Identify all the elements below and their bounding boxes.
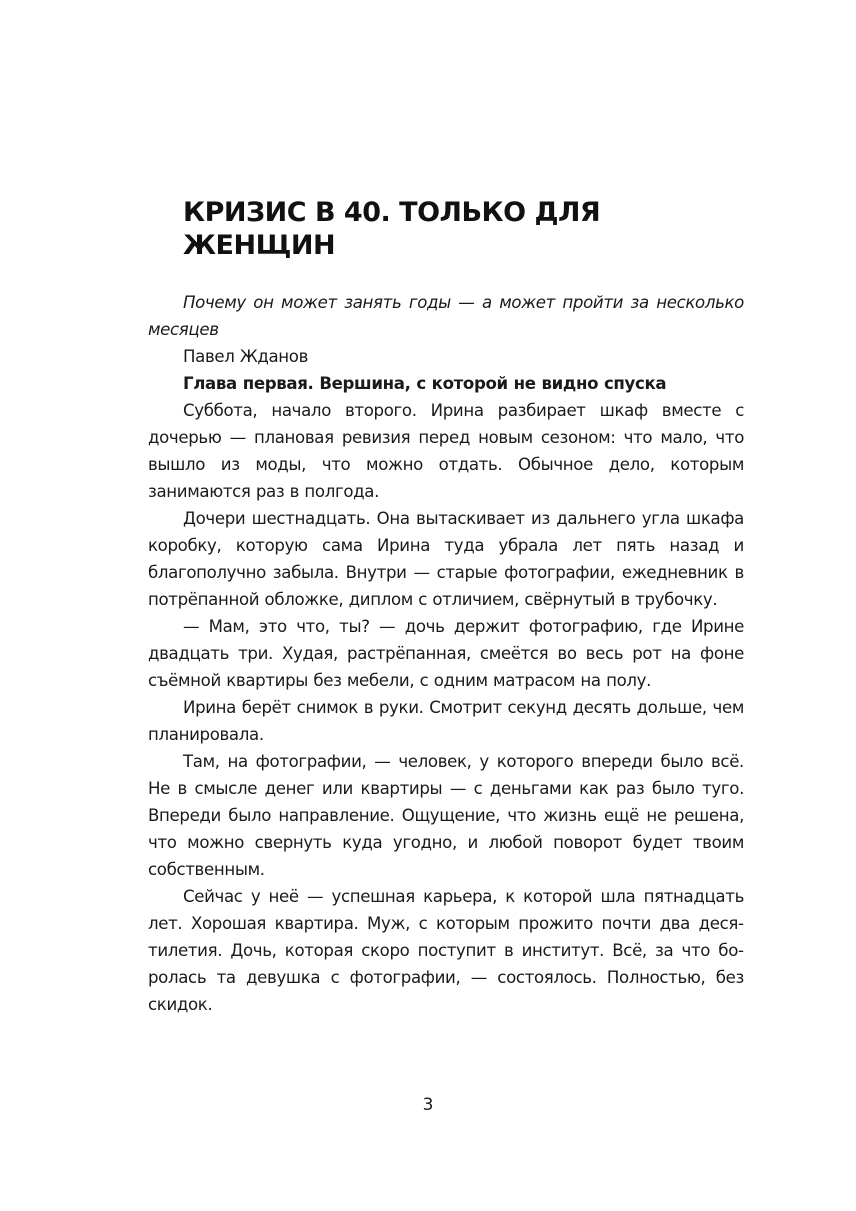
paragraph: — Мам, это что, ты? — дочь держит фотографию, где Ирине двадцать три. Худая, растрёпанная, смеётся во весь рот на фоне съёмной квартиры без мебели, с одним матрасом на полу. xyxy=(148,617,744,690)
book-title: КРИЗИС В 40. ТОЛЬКО ДЛЯ ЖЕНЩИН xyxy=(183,197,601,261)
page-body xyxy=(148,289,744,1018)
page-number: 3 xyxy=(422,1095,434,1115)
paragraph: Суббота, начало второго. Ирина разбирает шкаф вместе с дочерью — плановая ревизия перед новым сезоном: что мало, что вышло из моды, что можно отдать. Обычное дело, которым занимаются раз в полгода. xyxy=(148,401,744,501)
author-name: Павел Жданов xyxy=(183,347,309,366)
paragraph: Дочери шестнадцать. Она вытаскивает из дальнего угла шкафа коробку, которую сама Ирина туда убрала лет пять назад и благополучно забыла. Внутри — старые фотографии, ежедневник в потрёпанной обложке, диплом с отличием, свёрнутый в трубочку. xyxy=(148,509,744,609)
chapter-title: Глава первая. Вершина, с которой не видно спуска xyxy=(183,374,667,393)
paragraph: Там, на фотографии, — человек, у которого впереди было всё. Не в смысле денег или квартиры — с деньгами как раз было туго. Впереди было направление. Ощущение, что жизнь ещё не решена, что можно свернуть куда угодно, и любой поворот будет твоим собственным. xyxy=(148,752,744,879)
paragraph: Ирина берёт снимок в руки. Смотрит секунд десять дольше, чем планировала. xyxy=(148,698,744,744)
paragraph: Сейчас у неё — успешная карьера, к которой шла пятнадцать лет. Хорошая квартира. Муж, с которым прожито почти два десятилетия. Дочь, которая скоро поступит в институт. Всё, за что боролась та девушка с фотографии, — состоялось. Полностью, без скидок. xyxy=(148,887,744,1014)
book-subtitle: Почему он может занять годы — а может пройти за несколько месяцев xyxy=(148,293,744,339)
